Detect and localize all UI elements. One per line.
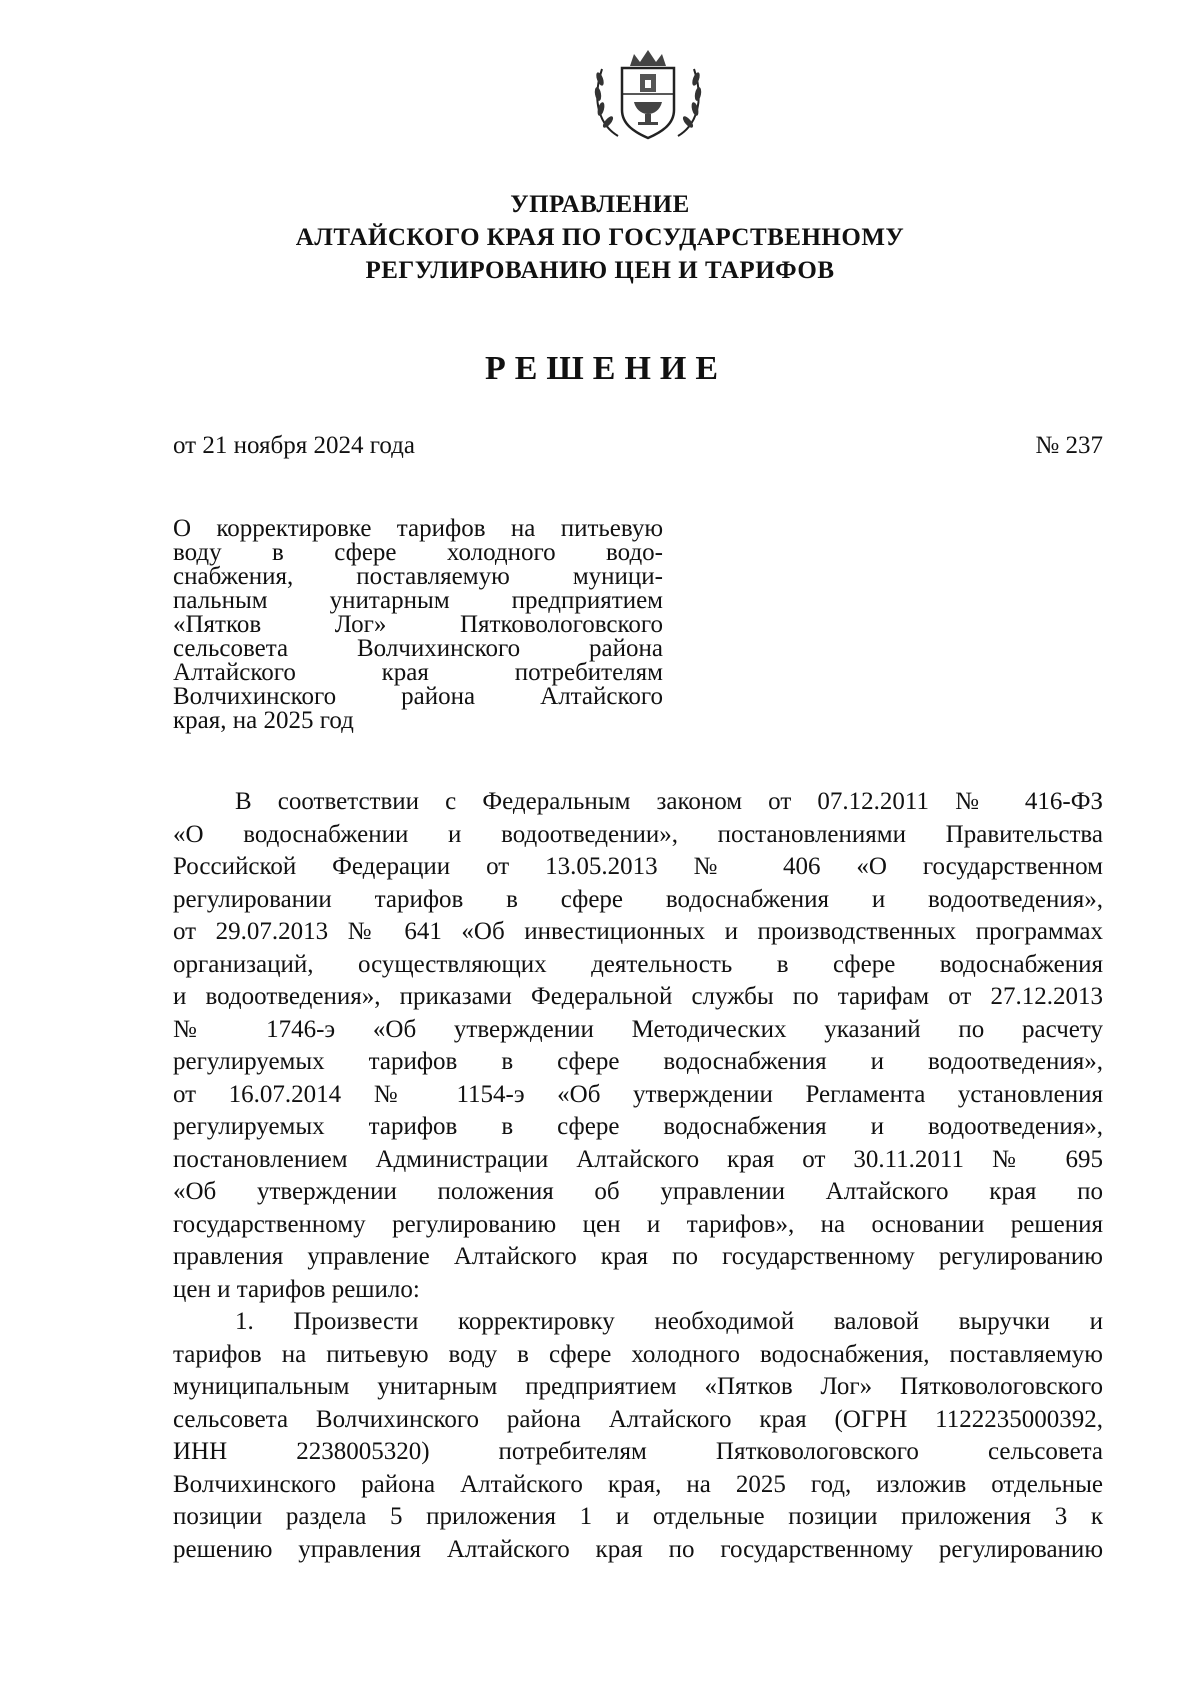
body-line: сельсовета Волчихинского района Алтайского края (ОГРН 1122235000392, [173,1405,1103,1433]
body-line: постановлением Администрации Алтайского края от 30.11.2011 № 695 [173,1145,1103,1173]
body-line: регулировании тарифов в сфере водоснабжения и водоотведения», [173,885,1103,913]
subject-line: воду в сфере холодного водо- [173,539,663,566]
body-line: тарифов на питьевую воду в сфере холодного водоснабжения, поставляемую [173,1340,1103,1368]
body-line: цен и тарифов решило: [173,1275,420,1303]
subject-line: пальным унитарным предприятием [173,587,663,614]
subject-line: края, на 2025 год [173,707,354,734]
subject-line: снабжения, поставляемую муници- [173,563,663,590]
body-text [173,786,1103,1566]
subject-line: Алтайского края потребителям [173,659,663,686]
body-line: 1. Произвести корректировку необходимой валовой выручки и [235,1308,1103,1335]
body-line: В соответствии с Федеральным законом от 07.12.2011 № 416-ФЗ [235,788,1103,815]
body-line: «Об утверждении положения об управлении Алтайского края по [173,1178,1103,1205]
body-line: от 16.07.2014 № 1154-э «Об утверждении Регламента установления [173,1080,1103,1108]
body-line: государственному регулированию цен и тарифов», на основании решения [173,1210,1103,1238]
subject-line: сельсовета Волчихинского района [173,635,663,662]
body-line: регулируемых тарифов в сфере водоснабжения и водоотведения», [173,1048,1103,1075]
subject-line: Волчихинского района Алтайского [173,683,663,710]
body-line: организаций, осуществляющих деятельность в сфере водоснабжения [173,950,1103,978]
body-line: ИНН 2238005320) потребителям Пятковологовского сельсовета [173,1438,1103,1465]
org-name-line-1: УПРАВЛЕНИЕ [510,191,690,218]
body-line: регулируемых тарифов в сфере водоснабжения и водоотведения», [173,1113,1103,1140]
document-number: № 237 [1035,432,1103,459]
subject-block [173,517,663,733]
subject-line: О корректировке тарифов на питьевую [173,515,663,542]
org-name-line-2: АЛТАЙСКОГО КРАЯ ПО ГОСУДАРСТВЕННОМУ [295,224,905,251]
body-line: № 1746-э «Об утверждении Методических указаний по расчету [173,1015,1103,1043]
body-line: Волчихинского района Алтайского края, на 2025 год, изложив отдельные [173,1470,1103,1498]
coat-of-arms-icon [588,44,708,144]
body-line: «О водоснабжении и водоотведении», постановлениями Правительства [173,820,1103,848]
body-line: муниципальным унитарным предприятием «Пятков Лог» Пятковологовского [173,1373,1103,1400]
body-line: решению управления Алтайского края по государственному регулированию [173,1535,1103,1563]
org-name-line-3: РЕГУЛИРОВАНИЮ ЦЕН И ТАРИФОВ [365,257,835,284]
body-line: и водоотведения», приказами Федеральной службы по тарифам от 27.12.2013 [173,983,1103,1010]
subject-line: «Пятков Лог» Пятковологовского [173,611,663,638]
document-date: от 21 ноября 2024 года [173,432,415,459]
body-line: правления управление Алтайского края по государственному регулированию [173,1243,1103,1270]
document-title: РЕШЕНИЕ [484,350,728,387]
body-line: позиции раздела 5 приложения 1 и отдельные позиции приложения 3 к [173,1503,1103,1530]
body-line: от 29.07.2013 № 641 «Об инвестиционных и производственных программах [173,918,1103,945]
body-line: Российской Федерации от 13.05.2013 № 406 «О государственном [173,853,1103,880]
